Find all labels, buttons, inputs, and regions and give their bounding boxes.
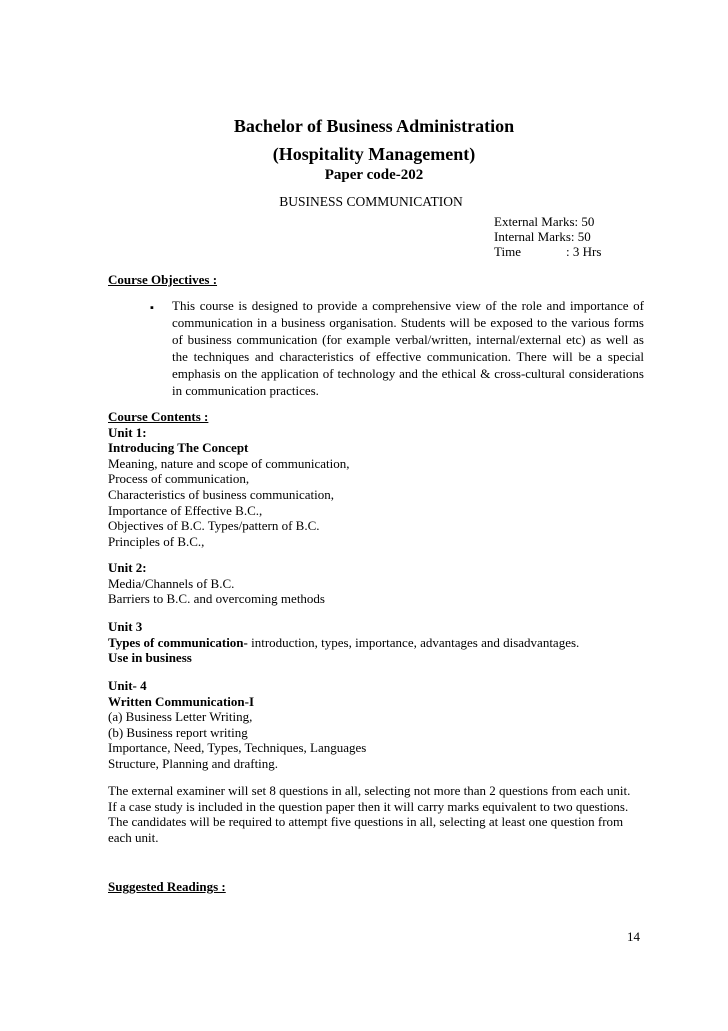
list-item: (a) Business Letter Writing, — [108, 709, 253, 725]
unit3-title: Unit 3 — [108, 619, 143, 634]
unit4-subtitle: Written Communication-I — [108, 693, 255, 709]
objectives-text: This course is designed to provide a comprehensive view of the role and importance of communication in a business organisation. Students will be exposed to the various forms of business communication (for example verbal/written, internal/external etc) as well as the techniques and characteristics of effective communication. There will be a special emphasis on the application of technology and the ethical & cross-cultural considerations in communication practices. — [172, 298, 644, 398]
list-item: Objectives of B.C. Types/pattern of B.C. — [108, 518, 320, 534]
bullet-icon: ▪ — [150, 302, 154, 314]
unit2-block — [108, 560, 325, 607]
instruction-line: If a case study is included in the question paper then it will carry marks equivalent to two questions. — [108, 798, 629, 814]
instruction-line: The external examiner will set 8 questions in all, selecting not more than 2 questions from each unit. — [108, 783, 631, 798]
unit1-subtitle: Introducing The Concept — [108, 440, 249, 456]
list-item: Principles of B.C., — [108, 533, 205, 549]
unit4-title: Unit- 4 — [108, 678, 147, 693]
time-value: : 3 Hrs — [566, 244, 602, 259]
readings-heading: Suggested Readings : — [108, 879, 226, 894]
list-item: Importance of Effective B.C., — [108, 502, 263, 518]
list-item: Barriers to B.C. and overcoming methods — [108, 591, 325, 607]
unit1-title: Unit 1: — [108, 424, 147, 440]
unit2-title: Unit 2: — [108, 560, 147, 575]
instruction-line: The candidates will be required to attempt five questions in all, selecting at least one question from — [108, 814, 624, 830]
degree-title: Bachelor of Business Administration — [233, 116, 515, 136]
list-item: Characteristics of business communication, — [108, 486, 335, 502]
objectives-heading: Course Objectives : — [108, 272, 218, 287]
contents-heading: Course Contents : — [108, 409, 209, 424]
list-item: Importance, Need, Types, Techniques, Languages — [108, 740, 367, 756]
external-marks: External Marks: 50 — [494, 214, 595, 229]
list-item: Media/Channels of B.C. — [108, 575, 235, 591]
specialization-title: (Hospitality Management) — [272, 144, 476, 164]
unit3-use: Use in business — [108, 650, 192, 666]
unit1-block — [108, 409, 350, 549]
subject-title: BUSINESS COMMUNICATION — [279, 194, 463, 209]
page-number: 14 — [627, 929, 640, 944]
list-item: Process of communication, — [108, 471, 250, 487]
time-label: Time — [494, 244, 521, 259]
unit3-block — [108, 619, 579, 666]
list-item: Structure, Planning and drafting. — [108, 755, 279, 771]
paper-code: Paper code-202 — [324, 167, 424, 183]
list-item: Meaning, nature and scope of communication, — [108, 455, 350, 471]
unit4-block — [108, 678, 366, 772]
list-item: (b) Business report writing — [108, 724, 248, 740]
instruction-line: each unit. — [108, 829, 159, 845]
internal-marks: Internal Marks: 50 — [494, 229, 591, 244]
unit3-types-text: introduction, types, importance, advantages and disadvantages. — [247, 634, 580, 650]
exam-instructions — [108, 783, 630, 845]
unit3-types-label: Types of communication- — [108, 634, 248, 650]
unit3-types-line — [108, 635, 579, 651]
